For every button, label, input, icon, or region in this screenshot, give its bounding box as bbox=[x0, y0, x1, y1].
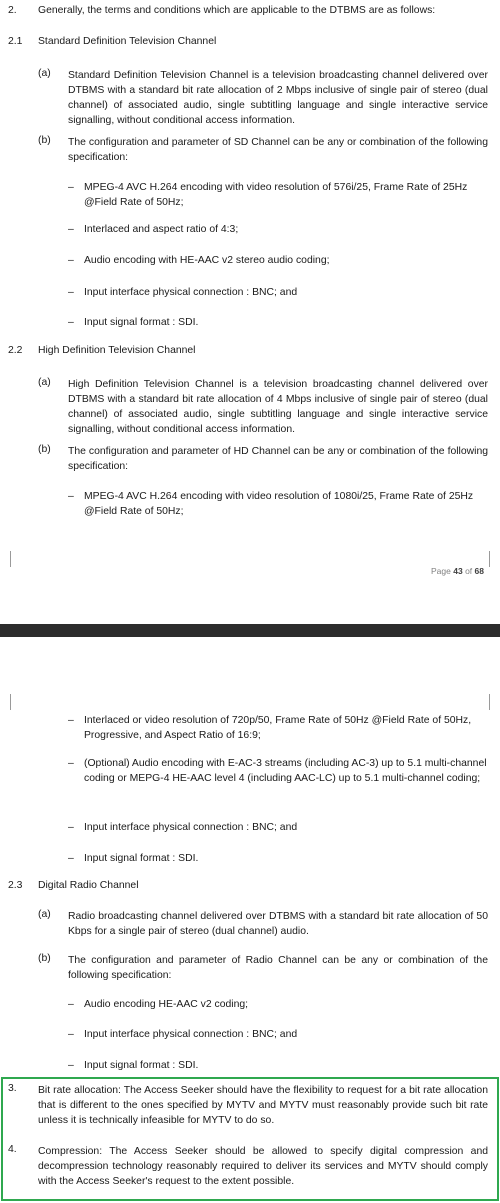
item-4-number: 4. bbox=[8, 1144, 17, 1155]
section-2-2-a-label: (a) bbox=[38, 377, 51, 388]
section-2-2-b-label: (b) bbox=[38, 444, 51, 455]
section-2-1-title: Standard Definition Television Channel bbox=[38, 36, 217, 47]
item-4-text: Compression: The Access Seeker should be allowed to specify digital compression and decompression technology reasonably required to deliver its services and MYTV should comply with the Access Seeker's request to the extent possible. bbox=[38, 1146, 488, 1187]
page-corner-mark bbox=[489, 551, 500, 567]
section-2-3-b-text: The configuration and parameter of Radio Channel can be any or combination of the following specification: bbox=[68, 955, 488, 981]
section-2-1-a-text: Standard Definition Television Channel is a television broadcasting channel delivered over DTBMS with a standard bit rate allocation of 2 Mbps inclusive of single pair of stereo (dual channel) of associated audio, single subtitling language and single interactive service signalling, without conditional access information. bbox=[68, 70, 488, 126]
section-2-3-title: Digital Radio Channel bbox=[38, 880, 139, 891]
page-number-footer: Page 43 of 68 bbox=[430, 566, 484, 576]
section-2-1-number: 2.1 bbox=[8, 36, 23, 47]
item-3-number: 3. bbox=[8, 1083, 17, 1094]
section-2-1-b-text: The configuration and parameter of SD Channel can be any or combination of the following specification: bbox=[68, 137, 488, 163]
item-3-text: Bit rate allocation: The Access Seeker should have the flexibility to request for a bit rate allocation that is different to the ones specified by MYTV and MYTV must reasonably provide such bit rate unless it is technically infeasible for MYTV to do so. bbox=[38, 1085, 488, 1126]
section-2-3-b-label: (b) bbox=[38, 953, 51, 964]
page-corner-mark bbox=[0, 694, 11, 710]
page-corner-mark bbox=[0, 551, 11, 567]
section-2-2-title: High Definition Television Channel bbox=[38, 345, 196, 356]
section-2-1-b-label: (b) bbox=[38, 135, 51, 146]
section-2-2-number: 2.2 bbox=[8, 345, 23, 356]
section-2-3-a-text: Radio broadcasting channel delivered over DTBMS with a standard bit rate allocation of 50 Kbps for a single pair of stereo (dual channel) audio. bbox=[68, 911, 488, 937]
section-2-2-a-text: High Definition Television Channel is a television broadcasting channel delivered over DTBMS with a standard bit rate allocation of 4 Mbps inclusive of single pair of stereo (dual channel) of associated audio, single subtitling language and single interactive service signalling, without conditional access information. bbox=[68, 379, 488, 435]
item-2-number: 2. bbox=[8, 5, 17, 16]
section-2-2-b-text: The configuration and parameter of HD Channel can be any or combination of the following specification: bbox=[68, 446, 488, 472]
page-separator bbox=[0, 624, 500, 637]
page-corner-mark bbox=[489, 694, 500, 710]
section-2-3-number: 2.3 bbox=[8, 880, 23, 891]
section-2-3-a-label: (a) bbox=[38, 909, 51, 920]
section-2-1-a-label: (a) bbox=[38, 68, 51, 79]
item-2-text: Generally, the terms and conditions which are applicable to the DTBMS are as follows: bbox=[38, 5, 436, 16]
